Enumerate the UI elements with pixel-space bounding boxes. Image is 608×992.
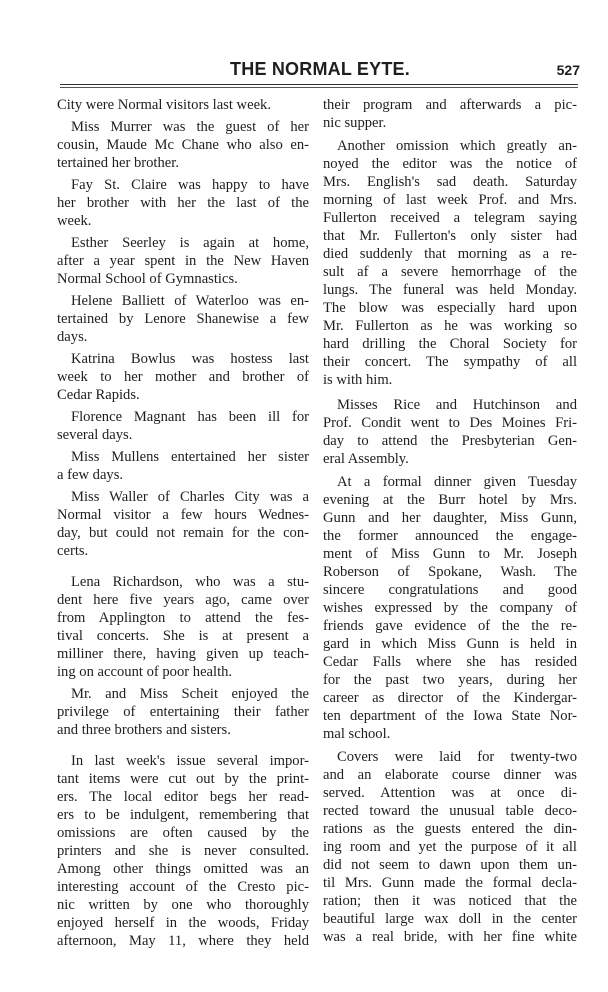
- text-line: is with him.: [323, 372, 393, 388]
- text-line: certs.: [57, 543, 89, 559]
- text-line: the former announced the engage-: [323, 528, 577, 544]
- text-line: lungs. The funeral was held Monday.: [323, 282, 577, 298]
- text-line: tival concerts. She is at present a: [57, 628, 309, 644]
- text-line: afternoon, May 11, where they held: [57, 933, 309, 949]
- text-line: a few days.: [57, 467, 124, 483]
- text-line: milliner there, having given up teach-: [57, 646, 309, 662]
- text-line: tant items were cut out by the print-: [57, 771, 309, 787]
- text-line: days.: [57, 329, 88, 345]
- text-line: noyed the editor was the notice of: [323, 156, 577, 172]
- text-line: Helene Balliett of Waterloo was en-: [71, 293, 309, 309]
- article-paragraph: [57, 488, 309, 560]
- text-line: mal school.: [323, 726, 391, 742]
- text-line: several days.: [57, 427, 133, 443]
- text-line: week to her mother and brother of: [57, 369, 309, 385]
- text-line: The blow was especially hard upon: [323, 300, 577, 316]
- text-line: Prof. Condit went to Des Moines Fri-: [323, 415, 577, 431]
- text-line: Fay St. Claire was happy to have: [71, 177, 309, 193]
- text-line: day, but could not remain for the con-: [57, 525, 309, 541]
- text-line: ing on account of poor health.: [57, 664, 233, 680]
- text-line: City were Normal visitors last week.: [57, 97, 271, 113]
- text-line: career as director of the Kindergar-: [323, 690, 577, 706]
- text-line: tertained by Lenore Shanewise a few: [57, 311, 309, 327]
- text-line: her brother with her the last of the: [57, 195, 309, 211]
- right-column: [323, 96, 577, 946]
- text-line: printers and she is never consulted.: [57, 843, 309, 859]
- text-line: for the past two years, during her: [323, 672, 577, 688]
- text-line: At a formal dinner given Tuesday: [337, 474, 577, 490]
- text-line: morning of last week Prof. and Mrs.: [323, 192, 577, 208]
- left-column: [57, 96, 309, 950]
- text-line: eral Assembly.: [323, 451, 409, 467]
- article-paragraph: [323, 473, 577, 743]
- text-line: Among other things omitted was an: [57, 861, 309, 877]
- article-paragraph: [323, 96, 577, 132]
- text-line: ration; then it was noticed that the: [323, 893, 577, 909]
- text-line: ers to be indulgent, remembering that: [57, 807, 309, 823]
- text-line: Miss Murrer was the guest of her: [71, 119, 309, 135]
- article-paragraph: [57, 573, 309, 681]
- text-line: gard in which Miss Gunn is held in: [323, 636, 577, 652]
- text-line: sincere congratulations and good: [323, 582, 577, 598]
- text-line: Covers were laid for twenty-two: [337, 749, 577, 765]
- text-line: Another omission which greatly an-: [337, 138, 577, 154]
- text-line: served. Attention was at once di-: [323, 785, 577, 801]
- text-line: Florence Magnant has been ill for: [71, 409, 309, 425]
- text-line: Katrina Bowlus was hostess last: [71, 351, 309, 367]
- text-line: Cedar Falls where she has resided: [323, 654, 577, 670]
- article-paragraph: [57, 685, 309, 739]
- text-line: day to attend the Presbyterian Gen-: [323, 433, 577, 449]
- text-line: rations as the guests entered the din-: [323, 821, 577, 837]
- text-line: dent here five years ago, came over: [57, 592, 309, 608]
- text-line: friends gave evidence of the the re-: [323, 618, 577, 634]
- text-line: nic written by one who thoroughly: [57, 897, 309, 913]
- article-paragraph: [57, 350, 309, 404]
- article-paragraph: [57, 234, 309, 288]
- text-line: nic supper.: [323, 115, 387, 131]
- article-paragraph: [57, 96, 309, 114]
- text-line: Miss Waller of Charles City was a: [71, 489, 309, 505]
- text-line: cousin, Maude Mc Chane who also en-: [57, 137, 309, 153]
- text-line: and an elaborate course dinner was: [323, 767, 577, 783]
- text-line: hard drilling the Choral Society for: [323, 336, 577, 352]
- text-line: after a year spent in the New Haven: [57, 253, 309, 269]
- text-line: ing room and yet the purpose of it all: [323, 839, 577, 855]
- text-line: ers. The local editor begs her read-: [57, 789, 309, 805]
- article-paragraph: [57, 448, 309, 484]
- text-line: did not seem to dawn upon them un-: [323, 857, 577, 873]
- article-paragraph: [323, 396, 577, 468]
- text-line: and three brothers and sisters.: [57, 722, 231, 738]
- text-line: Misses Rice and Hutchinson and: [337, 397, 577, 413]
- text-line: Normal visitor a few hours Wednes-: [57, 507, 309, 523]
- text-line: that Mr. Fullerton's only sister had: [323, 228, 577, 244]
- text-line: from Applington to attend the fes-: [57, 610, 309, 626]
- article-paragraph: [323, 748, 577, 946]
- text-line: til Mrs. Gunn made the formal decla-: [323, 875, 577, 891]
- article-paragraph: [57, 408, 309, 444]
- masthead-title: THE NORMAL EYTE.: [230, 59, 410, 79]
- text-line: ten department of the Iowa State Nor-: [323, 708, 577, 724]
- text-line: Mr. Fullerton as he was working so: [323, 318, 577, 334]
- article-paragraph: [57, 176, 309, 230]
- text-line: evening at the Burr hotel by Mrs.: [323, 492, 577, 508]
- text-line: beautiful large wax doll in the center: [323, 911, 577, 927]
- text-line: enjoyed herself in the woods, Friday: [57, 915, 309, 931]
- text-line: was a real bride, with her fine white: [323, 929, 577, 945]
- text-line: tertained her brother.: [57, 155, 179, 171]
- text-line: Miss Mullens entertained her sister: [71, 449, 309, 465]
- text-line: their concert. The sympathy of all: [323, 354, 577, 370]
- text-line: rected toward the unusual table deco-: [323, 803, 577, 819]
- text-line: omissions are often caused by the: [57, 825, 309, 841]
- text-line: died suddenly that morning as a re-: [323, 246, 577, 262]
- header-rule: [60, 84, 578, 88]
- article-paragraph: [323, 137, 577, 389]
- text-line: Fullerton received a telegram saying: [323, 210, 577, 226]
- text-line: Gunn and her daughter, Miss Gunn,: [323, 510, 577, 526]
- page-number: 527: [556, 62, 580, 78]
- article-paragraph: [57, 118, 309, 172]
- text-line: Lena Richardson, who was a stu-: [71, 574, 309, 590]
- text-line: their program and afterwards a pic-: [323, 97, 577, 113]
- text-line: In last week's issue several impor-: [71, 753, 309, 769]
- text-line: week.: [57, 213, 92, 229]
- text-line: Roberson of Spokane, Wash. The: [323, 564, 577, 580]
- text-line: Cedar Rapids.: [57, 387, 140, 403]
- text-line: ment of Miss Gunn to Mr. Joseph: [323, 546, 577, 562]
- text-line: Mr. and Miss Scheit enjoyed the: [71, 686, 309, 702]
- text-line: sult af a severe hemorrhage of the: [323, 264, 577, 280]
- text-line: wishes expressed by the company of: [323, 600, 577, 616]
- text-line: Normal School of Gymnastics.: [57, 271, 238, 287]
- text-line: interesting account of the Cresto pic-: [57, 879, 309, 895]
- text-line: privilege of entertaining their father: [57, 704, 309, 720]
- article-paragraph: [57, 292, 309, 346]
- article-paragraph: [57, 752, 309, 950]
- text-line: Esther Seerley is again at home,: [71, 235, 309, 251]
- text-line: Mrs. English's sad death. Saturday: [323, 174, 577, 190]
